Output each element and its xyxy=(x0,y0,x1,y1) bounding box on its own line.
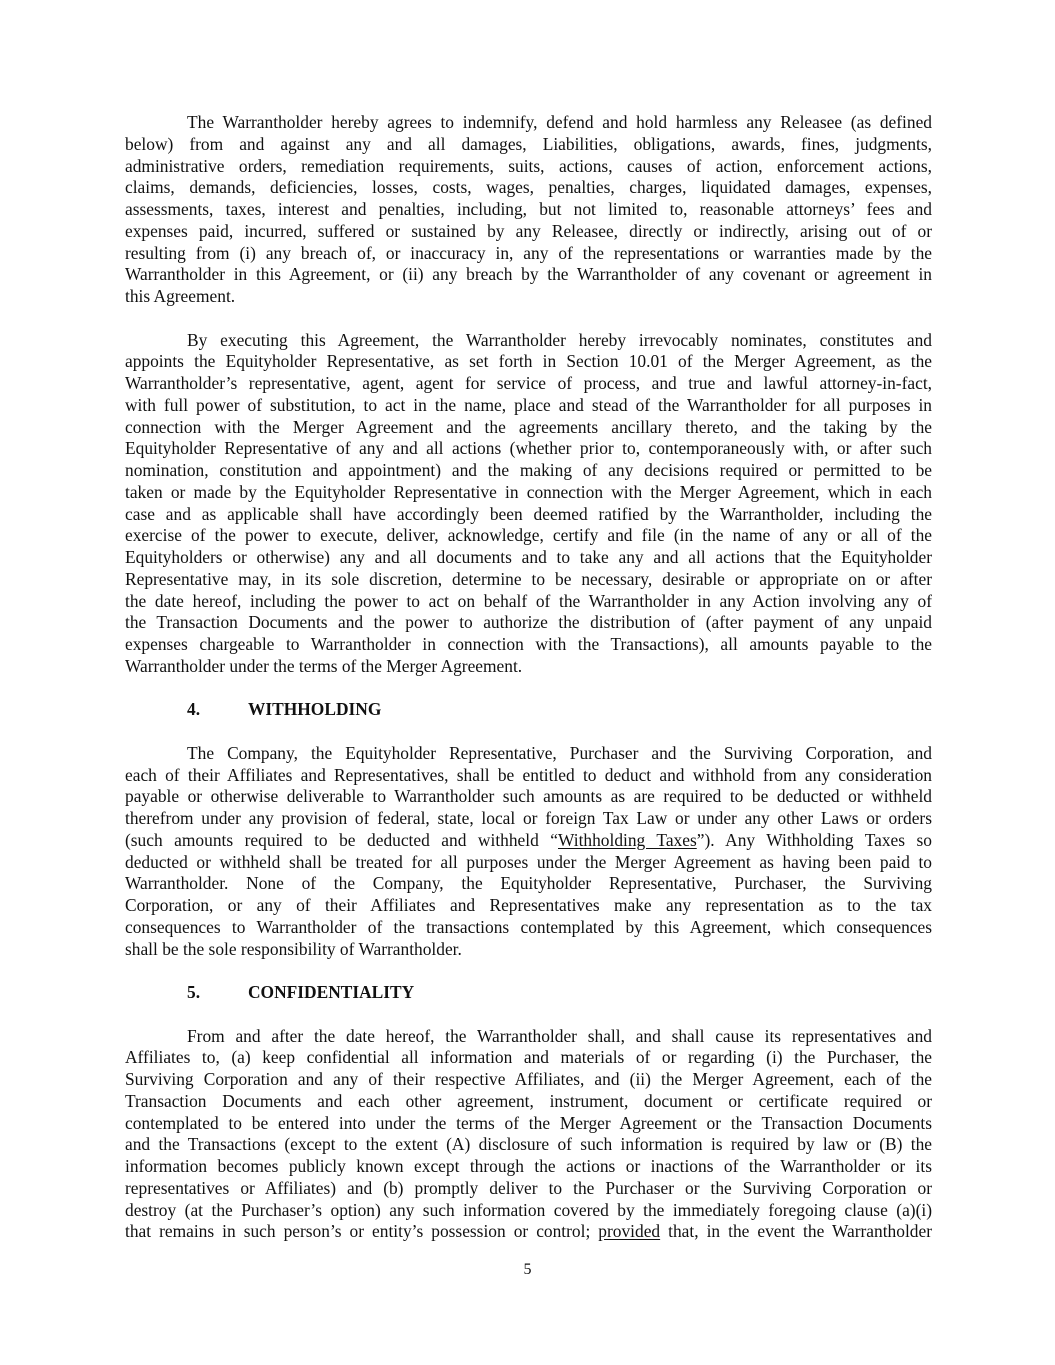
text-segment: Warrantholder. None of the Company, the Equityholder Representative, Purchaser, the Surviving xyxy=(125,873,932,894)
text-line xyxy=(125,1200,932,1222)
text-line xyxy=(125,417,932,439)
text-segment: payable or otherwise deliverable to Warrantholder such amounts as are required to be deducted or withheld xyxy=(125,786,932,807)
text-line xyxy=(125,221,932,243)
document-page xyxy=(125,112,932,1243)
text-line xyxy=(125,743,932,765)
text-line xyxy=(125,460,932,482)
text-segment: resulting from (i) any breach of, or inaccuracy in, any of the representations or warranties made by the xyxy=(125,242,932,263)
text-line xyxy=(125,634,932,656)
text-segment: Warrantholder’s representative, agent, agent for service of process, and true and lawful attorney-in-fact, xyxy=(125,373,932,393)
text-line xyxy=(125,786,932,808)
text-line xyxy=(125,852,932,874)
text-segment: Corporation, or any of their Affiliates and Representatives make any representation as to the tax xyxy=(125,895,932,915)
text-segment: Equityholder Representative of any and all actions (whether prior to, contemporaneously with, or after such xyxy=(125,438,932,459)
text-line xyxy=(125,808,932,830)
text-segment: expenses chargeable to Warrantholder in connection with the Transactions), all amounts payable to the xyxy=(125,634,932,654)
text-segment: destroy (at the Purchaser’s option) any such information covered by the immediately foregoing clause (a)(i) xyxy=(125,1199,932,1220)
text-segment: Transaction Documents and each other agreement, instrument, document or certificate required or xyxy=(125,1090,932,1111)
text-segment: From and after the date hereof, the Warrantholder shall, and shall cause its representatives and xyxy=(187,1025,932,1046)
text-line xyxy=(125,656,932,678)
underlined-term: provided xyxy=(598,1221,661,1242)
text-segment: administrative orders, remediation requirements, suits, actions, causes of action, enforcement actions, xyxy=(125,155,932,176)
text-line xyxy=(125,1113,932,1135)
text-line xyxy=(125,1069,932,1091)
text-segment: the Transaction Documents and the power to authorize the distribution of (after payment of any unpaid xyxy=(125,612,932,633)
text-segment: contemplated to be entered into under the terms of the Merger Agreement or the Transaction Documents xyxy=(125,1112,932,1133)
text-line xyxy=(125,243,932,265)
text-line xyxy=(125,199,932,221)
text-segment: Representative may, in its sole discretion, determine to be necessary, desirable or appropriate on or after xyxy=(125,568,932,589)
text-segment: expenses paid, incurred, suffered or sustained by any Releasee, directly or indirectly, arising out of or xyxy=(125,220,932,241)
text-line xyxy=(125,1047,932,1069)
text-segment: this Agreement. xyxy=(125,286,236,306)
text-segment: representatives or Affiliates) and (b) promptly deliver to the Purchaser or the Surviving Corporation or xyxy=(125,1177,932,1198)
text-line xyxy=(125,330,932,352)
text-line xyxy=(125,873,932,895)
text-segment: (such amounts required to be deducted and withheld “ xyxy=(125,829,559,850)
text-line xyxy=(125,612,932,634)
text-line xyxy=(125,156,932,178)
text-line xyxy=(125,264,932,286)
text-line xyxy=(125,177,932,199)
text-line xyxy=(125,525,932,547)
text-segment: information becomes publicly known except through the actions or inactions of the Warrantholder or its xyxy=(125,1156,932,1176)
underlined-term: Withholding Taxes xyxy=(558,829,697,850)
text-segment: below) from and against any and all damages, Liabilities, obligations, awards, fines, judgments, xyxy=(125,133,932,154)
text-segment: deducted or withheld shall be treated for all purposes under the Merger Agreement as having been paid to xyxy=(125,851,932,872)
text-line xyxy=(125,1091,932,1113)
text-segment: that remains in such person’s or entity’s possession or control; xyxy=(125,1221,599,1242)
text-segment: that, in the event the Warrantholder xyxy=(660,1221,932,1242)
text-segment: with full power of substitution, to act in the name, place and stead of the Warrantholder for all purposes in xyxy=(125,394,932,415)
text-line xyxy=(125,482,932,504)
section-number: 5. xyxy=(187,982,201,1002)
text-segment: and the Transactions (except to the extent (A) disclosure of such information is required by law or (B) the xyxy=(125,1134,932,1155)
text-line xyxy=(125,504,932,526)
text-segment: Warrantholder in this Agreement, or (ii) any breach by the Warrantholder of any covenant or agreement in xyxy=(125,264,932,285)
section-heading xyxy=(125,982,932,1004)
text-line xyxy=(125,1178,932,1200)
text-line xyxy=(125,917,932,939)
text-segment: appoints the Equityholder Representative, as set forth in Section 10.01 of the Merger Agreement, as the xyxy=(125,351,932,372)
text-segment: case and as applicable shall have accordingly been deemed ratified by the Warrantholder, including the xyxy=(125,503,932,524)
page-number: 5 xyxy=(523,1261,532,1278)
paragraph xyxy=(125,743,932,961)
text-segment: By executing this Agreement, the Warrantholder hereby irrevocably nominates, constitutes and xyxy=(187,329,932,350)
paragraph xyxy=(125,112,932,308)
section-heading xyxy=(125,699,932,721)
text-segment: claims, demands, deficiencies, losses, costs, wages, penalties, charges, liquidated damages, expenses, xyxy=(125,177,932,198)
text-segment: connection with the Merger Agreement and the agreements ancillary thereto, and the taking by the xyxy=(125,416,932,437)
paragraph xyxy=(125,1026,932,1244)
text-segment: exercise of the power to execute, deliver, acknowledge, certify and file (in the name of any or all of the xyxy=(125,525,932,546)
text-line xyxy=(125,765,932,787)
text-segment: The Warrantholder hereby agrees to indemnify, defend and hold harmless any Releasee (as defined xyxy=(187,112,932,132)
text-segment: taken or made by the Equityholder Representative in connection with the Merger Agreement, which in each xyxy=(125,481,932,502)
text-segment: Affiliates to, (a) keep confidential all information and materials of or regarding (i) the Purchaser, the xyxy=(125,1047,932,1068)
text-line xyxy=(125,1026,932,1048)
text-segment: therefrom under any provision of federal, state, local or foreign Tax Law or under any other Laws or orders xyxy=(125,808,932,828)
text-segment: consequences to Warrantholder of the transactions contemplated by this Agreement, which consequences xyxy=(125,916,932,937)
text-segment: the date hereof, including the power to act on behalf of the Warrantholder in any Action involving any of xyxy=(125,590,932,611)
text-segment: ”). Any Withholding Taxes so xyxy=(696,829,932,850)
text-line xyxy=(125,351,932,373)
section-title: CONFIDENTIALITY xyxy=(248,982,415,1002)
text-segment: assessments, taxes, interest and penalties, including, but not limited to, reasonable attorneys’ fees and xyxy=(125,199,932,219)
text-line xyxy=(125,895,932,917)
text-line xyxy=(125,830,932,852)
text-line xyxy=(125,591,932,613)
text-line xyxy=(125,438,932,460)
text-segment: nomination, constitution and appointment) and the making of any decisions required or permitted to be xyxy=(125,460,932,480)
text-line xyxy=(125,134,932,156)
text-segment: Surviving Corporation and any of their respective Affiliates, and (ii) the Merger Agreement, each of the xyxy=(125,1069,932,1089)
section-title: WITHHOLDING xyxy=(248,699,382,720)
text-segment: shall be the sole responsibility of Warrantholder. xyxy=(125,938,462,959)
text-line xyxy=(125,1221,932,1243)
text-line xyxy=(125,569,932,591)
section-number: 4. xyxy=(187,699,201,720)
text-segment: Equityholders or otherwise) any and all documents and to take any and all actions that the Equityholder xyxy=(125,547,932,567)
text-segment: each of their Affiliates and Representatives, shall be entitled to deduct and withhold from any consideration xyxy=(125,764,932,785)
text-line xyxy=(125,1134,932,1156)
text-line xyxy=(125,939,932,961)
text-line xyxy=(125,373,932,395)
paragraph xyxy=(125,330,932,678)
text-segment: The Company, the Equityholder Representative, Purchaser and the Surviving Corporation, and xyxy=(187,742,932,763)
text-line xyxy=(125,1156,932,1178)
text-line xyxy=(125,286,932,308)
text-segment: Warrantholder under the terms of the Merger Agreement. xyxy=(125,655,523,676)
text-line xyxy=(125,112,932,134)
text-line xyxy=(125,395,932,417)
text-line xyxy=(125,547,932,569)
